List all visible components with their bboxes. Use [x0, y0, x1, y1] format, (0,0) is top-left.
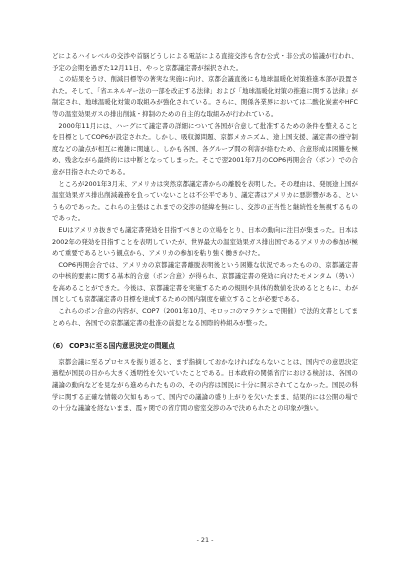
paragraph-us-withdrawal: ところが2001年3月末、アメリカは突然京都議定書からの離脱を表明した。その理由は、発展途上国が温室効果ガス排出削減義務を負っていないことは不公平であり、議定書はアメリカに悪影響がある、というものであった。これらの主張はこれまでの交渉の経緯を無にし、交渉の正当性と継続性を無視するものであった。: [52, 179, 358, 223]
paragraph-bonn-agreement: COP6再開会合では、アメリカの京都議定書離脱表明後という困難な状況であったものの、京都議定書の中核的要素に関する基本的合意（ボン合意）が得られ、京都議定書の発効に向けたモメンタム（勢い）を高めることができた。今後は、京都議定書を実施するための規則や具体的数値を決めるとともに、わが国としても京都議定書の目標を達成するための国内制度を確立することが必要である。: [52, 260, 358, 304]
paragraph-countermeasures: この結果をうけ、削減目標等の著実な実施に向け、京都会議直後にも地球温暖化対策推進本部が設置された。そして、「省エネルギー法の一部を改正する法律」および「地球温暖化対策の推進に関する法律」が制定され、地球温暖化対策の取組みが強化されている。さらに、関係各業界においては二酸化炭素やHFC等の温室効果ガスの排出削減・抑制のための自主的な取組みが行われている。: [52, 75, 358, 118]
paragraph-eu-japan: EUはアメリカ抜きでも議定書発効を目指すべきとの立場をとり、日本の動向に注目が集まった。日本は2002年の発効を目指すことを表明していたが、世界最大の温室効果ガス排出国であるアメリカの参加が極めて重要であるという観点から、アメリカの参加を粘り強く働きかけた。: [52, 225, 358, 258]
paragraph-cop7: これらのボン合意の内容が、COP7（2001年10月、モロッコのマラケシュで開催）で法的文書としてまとめられ、各国での京都議定書の批准の前提となる国際的枠組みが整った。: [52, 307, 358, 327]
paragraph-cop6: 2000年11月には、ハーグにて議定書の詳細について各国が合意して批准するための条件を整えることを目標としてCOP6が設定された。しかし、吸収源問題、京都メカニズム、途上国支援、議定書の遵守制度などの論点が相互に複雑に関連し、しかも各国、各グループ間の利害が絡むため、合意形成は困難を極め、残念ながら最終的には中断となってしまった。そこで翌2001年7月のCOP6再開会合（ボン）での合意が目指されたのである。: [52, 121, 358, 176]
section-heading: [49, 341, 358, 353]
page-number: - 21 -: [196, 536, 214, 544]
section-title: COP3に至る国内意思決定の問題点: [69, 342, 175, 351]
paragraph-continuation: どによるハイレベルの交渉や首脳どうしによる電話による直接交渉も含む公式・非公式の協議が行われ、予定の会期を過ぎた12月11日、やっと京都議定書が採択された。: [52, 52, 358, 72]
section-number: （6）: [49, 342, 67, 351]
document-body: [49, 51, 358, 415]
paragraph-decision-process: 京都会議に至るプロセスを振り返ると、まず指摘しておかなければならないことは、国内での意思決定過程が国民の目から大きく透明性を欠いていたことである。日本政府の関係省庁における検討は、各国の議論の動向などを見ながら進められたものの、その内容は国民に十分に開示されてこなかった。国民の科学に関する正確な情報の欠如もあって、国内での議論の盛り上がりを欠いたまま、結果的には公開の場での十分な議論を経ないまま、霞ヶ関での省庁間の密室交渉のみで決められたとの印象が強い。: [52, 357, 358, 413]
